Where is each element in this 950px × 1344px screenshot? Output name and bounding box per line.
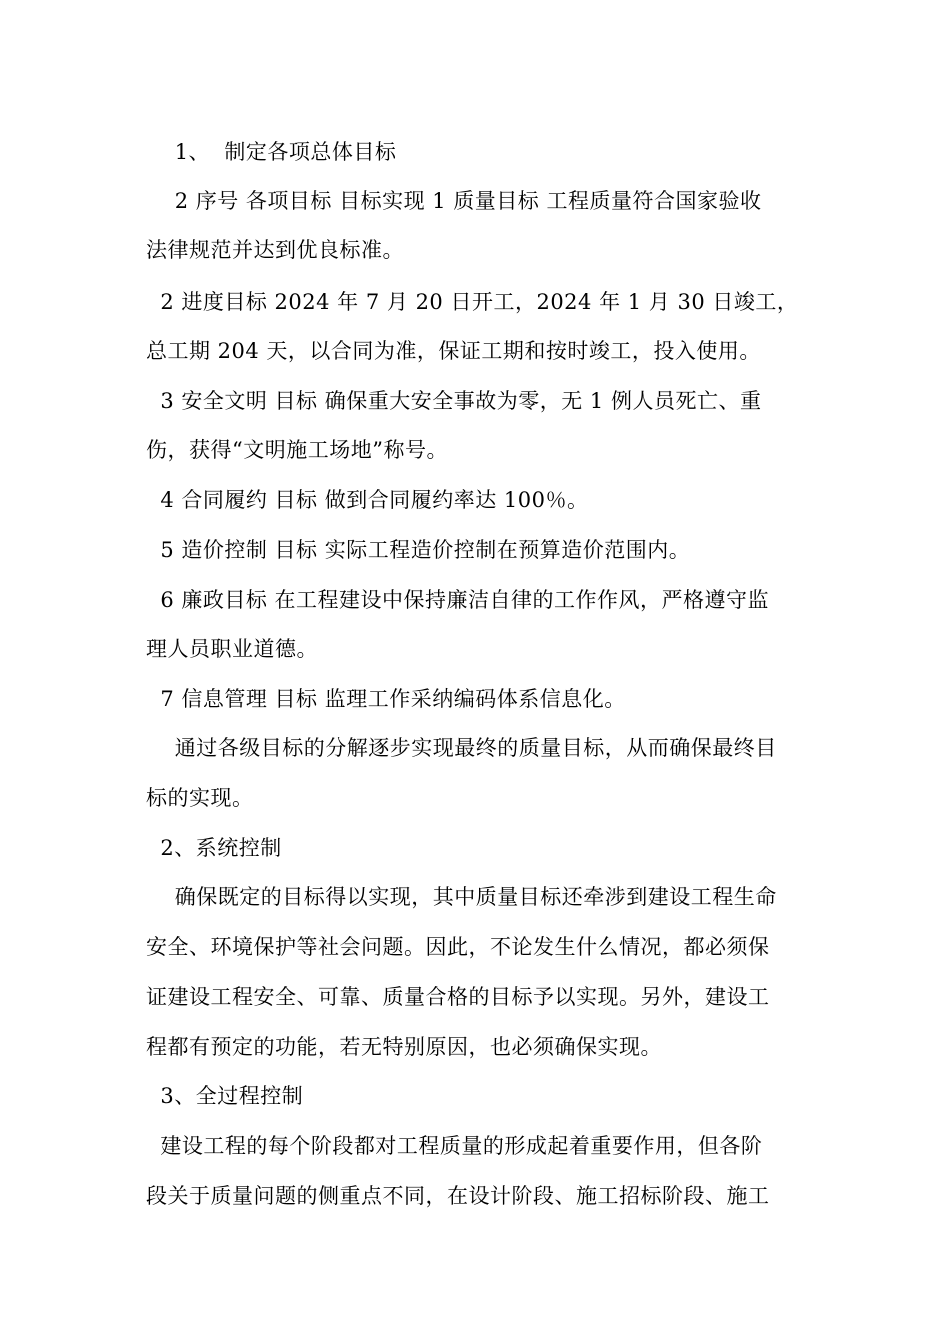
text-line: 段关于质量问题的侧重点不同，在设计阶段、施工招标阶段、施工 [146,1184,770,1208]
text-line: 总工期 204 天，以合同为准，保证工期和按时竣工，投入使用。 [146,339,761,363]
text-line: 伤，获得“文明施工场地”称号。 [146,438,448,462]
text-line: 通过各级目标的分解逐步实现最终的质量目标，从而确保最终目 [146,736,777,760]
text-line: 3 安全文明 目标 确保重大安全事故为零，无 1 例人员死亡、重 [146,389,762,413]
text-line: 确保既定的目标得以实现，其中质量目标还牵涉到建设工程生命 [146,885,777,909]
text-line: 标的实现。 [146,786,254,810]
text-line: 安全、环境保护等社会问题。因此，不论发生什么情况，都必须保 [146,935,770,959]
section-heading: 2、系统控制 [146,836,282,860]
text-line: 4 合同履约 目标 做到合同履约率达 100％。 [146,488,589,512]
text-line: 程都有预定的功能，若无特别原因，也必须确保实现。 [146,1035,662,1059]
section-heading: 3、全过程控制 [146,1084,304,1108]
text-line: 7 信息管理 目标 监理工作采纳编码体系信息化。 [146,687,626,711]
text-line: 证建设工程安全、可靠、质量合格的目标予以实现。另外，建设工 [146,985,770,1009]
text-line: 理人员职业道德。 [146,637,318,661]
text-line: 建设工程的每个阶段都对工程质量的形成起着重要作用，但各阶 [146,1134,763,1158]
text-line: 2 进度目标 2024 年 7 月 20 日开工，2024 年 1 月 30 日竣工， [146,290,799,314]
text-line: 1、 制定各项总体目标 [146,140,397,164]
text-line: 法律规范并达到优良标准。 [146,238,404,262]
text-line: 5 造价控制 目标 实际工程造价控制在预算造价范围内。 [146,538,691,562]
text-line: 2 序号 各项目标 目标实现 1 质量目标 工程质量符合国家验收 [146,189,762,213]
text-line: 6 廉政目标 在工程建设中保持廉洁自律的工作作风，严格遵守监 [146,588,770,612]
